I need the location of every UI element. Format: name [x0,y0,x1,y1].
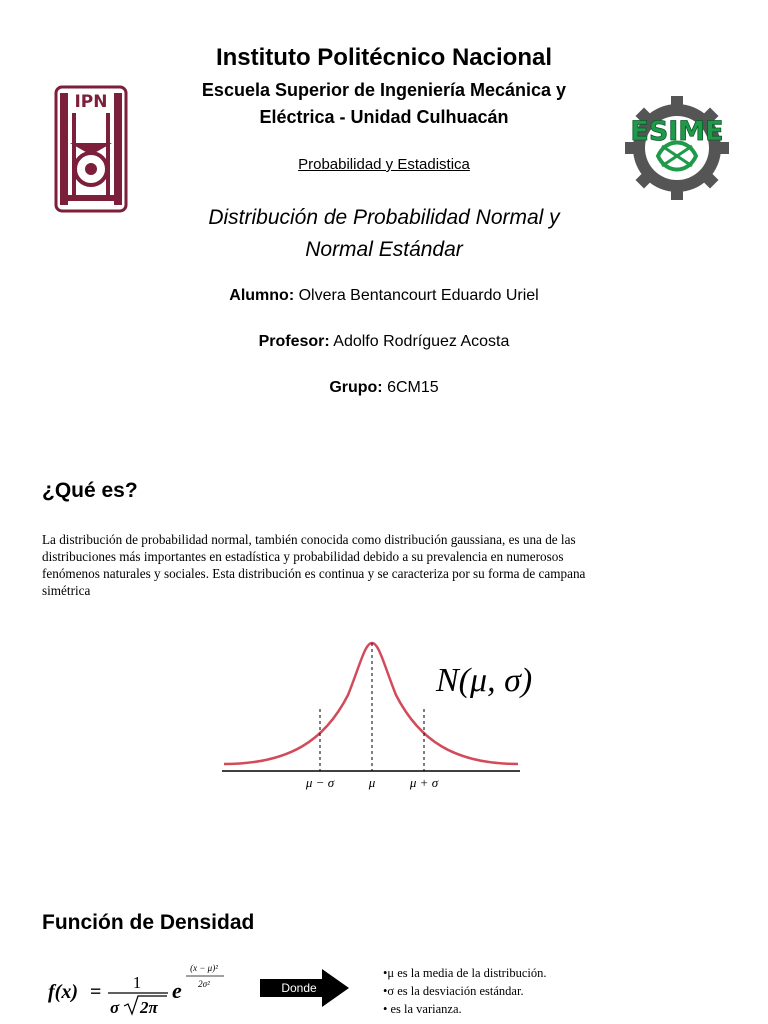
definition-paragraph [42,531,652,599]
paragraph-line: fenómenos naturales y sociales. Esta distribución es continua y se caracteriza por su forma de campana [42,566,586,581]
paragraph-line: distribuciones más importantes en estadística y probabilidad debido a su prevalencia en numerosos [42,549,564,564]
normal-notation: N(μ, σ) [436,662,533,699]
note-mean: •μ es la media de la distribución. [383,966,547,980]
paragraph-line: La distribución de probabilidad normal, también conocida como distribución gaussiana, es una de las [42,532,576,547]
note-variance: • es la varianza. [383,1002,462,1016]
student-label: Alumno: [229,287,295,304]
school-name-line2: Eléctrica - Unidad Culhuacán [259,107,509,127]
formula-notes [383,964,546,1018]
document-title-line2: Normal Estándar [305,238,463,261]
normal-curve-figure [220,625,565,800]
tick-label-minus-sigma: μ − σ [305,775,335,790]
tick-label-mean: μ [368,775,376,790]
document-title-line1: Distribución de Probabilidad Normal y [208,206,560,229]
group-line [0,379,768,397]
tick-label-plus-sigma: μ + σ [409,775,439,790]
formula-numerator: 1 [132,973,142,992]
formula-e: e [172,978,182,1003]
student-line [0,287,768,305]
ipn-logo [52,83,130,215]
group-label: Grupo: [329,379,383,396]
note-std-dev: •σ es la desviación estándar. [383,984,524,998]
institution-title: Instituto Politécnico Nacional [215,44,553,71]
teacher-name: Adolfo Rodríguez Acosta [333,333,510,350]
ipn-logo-text: IPN [74,92,108,112]
formula-denominator-sigma: σ [110,998,120,1017]
donde-label: Donde [281,981,317,995]
formula-equals: = [90,981,102,1003]
teacher-line [0,333,768,351]
donde-arrow [260,969,350,1007]
formula-exponent-denominator: 2σ² [198,979,210,989]
section-heading-que-es: ¿Qué es? [42,479,138,502]
course-name-text: Probabilidad y Estadistica [298,156,470,173]
section-heading-densidad: Función de Densidad [42,911,255,934]
student-name: Olvera Bentancourt Eduardo Uriel [298,287,539,304]
density-formula [46,958,246,1018]
group-value: 6CM15 [387,379,439,396]
esime-logo-text: ESIME [630,116,724,147]
formula-exponent-numerator: (x − μ)² [190,963,218,973]
formula-denominator-sqrt: 2π [140,998,158,1017]
paragraph-line: simétrica [42,583,91,598]
school-name-line1: Escuela Superior de Ingeniería Mecánica y [201,80,567,100]
formula-lhs: f(x) [48,981,78,1003]
teacher-label: Profesor: [258,333,330,350]
esime-logo [618,96,736,200]
